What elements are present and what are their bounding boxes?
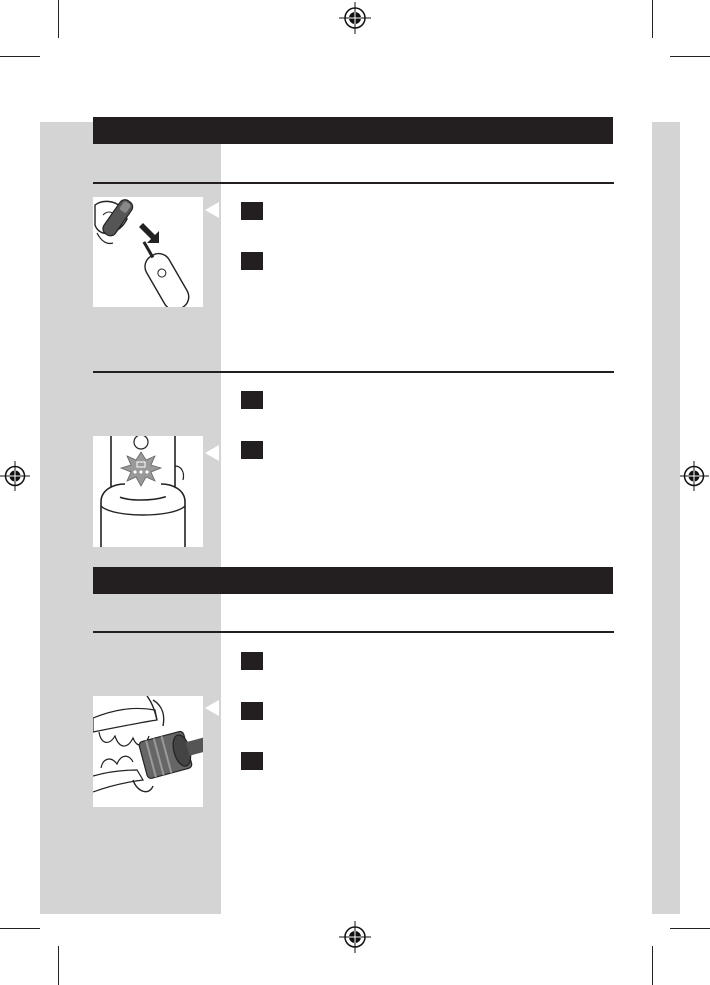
registration-mark-icon: [0, 461, 30, 491]
handle-on-charger-icon: [93, 436, 203, 547]
crop-mark: [670, 56, 710, 57]
crop-mark: [670, 928, 710, 929]
registration-mark-icon: [339, 2, 371, 34]
crop-mark: [652, 946, 653, 985]
step-number-box: [241, 202, 263, 220]
crop-mark: [58, 946, 59, 985]
step-number-box: [241, 652, 263, 670]
section-heading-bar: [93, 567, 613, 594]
subsection-rule: [93, 371, 614, 373]
illustration-pointer: [205, 700, 219, 716]
charger-indicator-illustration: [93, 436, 203, 547]
hand-with-brush-icon: [93, 197, 203, 307]
step-number-box: [241, 441, 263, 459]
crop-mark: [58, 0, 59, 38]
teeth-and-brush-icon: [93, 696, 203, 807]
crop-mark: [0, 56, 40, 57]
subsection-rule: [93, 182, 614, 184]
section-heading-bar: [93, 117, 613, 144]
crop-mark: [652, 0, 653, 38]
illustration-pointer: [205, 202, 219, 218]
subsection-rule: [93, 631, 614, 633]
registration-mark-icon: [339, 921, 371, 953]
brushing-teeth-illustration: [93, 696, 203, 807]
registration-mark-icon: [679, 461, 709, 491]
step-number-box: [241, 752, 263, 770]
illustration-pointer: [205, 445, 219, 461]
step-number-box: [241, 702, 263, 720]
crop-mark: [0, 928, 40, 929]
step-number-box: [241, 252, 263, 270]
step-number-box: [241, 391, 263, 409]
right-thumb-tab: [652, 122, 680, 914]
brush-head-attach-illustration: [93, 197, 203, 307]
